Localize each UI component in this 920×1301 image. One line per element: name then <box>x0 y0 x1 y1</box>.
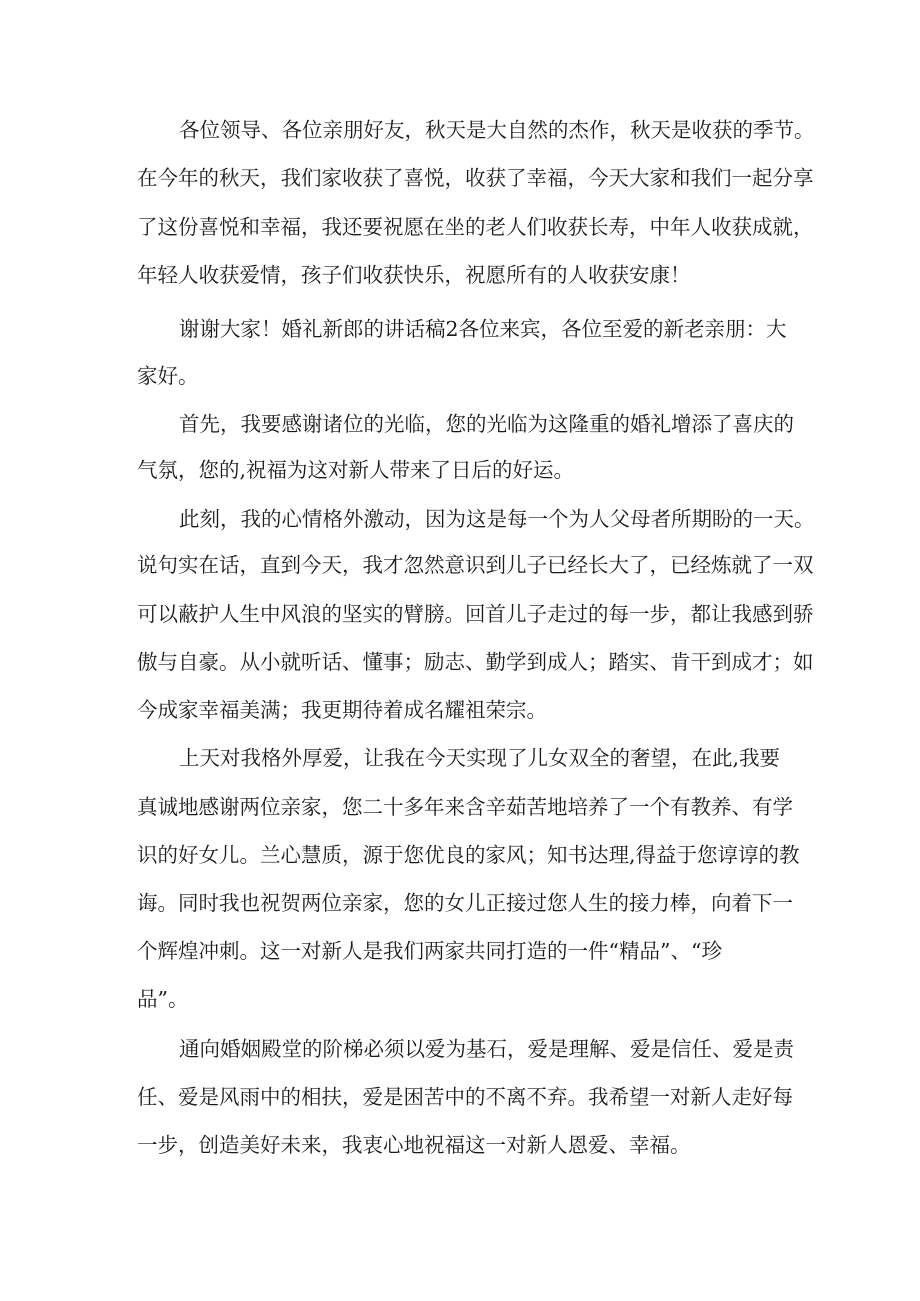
paragraph-5-line-1: 上天对我格外厚爱，让我在今天实现了儿女双全的奢望，在此,我要 <box>179 746 781 770</box>
paragraph-2-line-1: 谢谢大家！婚礼新郎的讲话稿2各位来宾，各位至爱的新老亲朋：大 <box>179 317 787 341</box>
paragraph-1-line-3: 了这份喜悦和幸福，我还要祝愿在坐的老人们收获长寿，中年人收获成就， <box>137 215 814 239</box>
paragraph-1-line-1: 各位领导、各位亲朋好友，秋天是大自然的杰作，秋天是收获的季节。 <box>179 118 815 142</box>
paragraph-6-line-1: 通向婚姻殿堂的阶梯必须以爱为基石，爱是理解、爱是信任、爱是责 <box>179 1037 794 1061</box>
paragraph-4-line-5: 今成家幸福美满；我更期待着成名耀祖荣宗。 <box>137 698 547 722</box>
paragraph-5-line-6: 品”。 <box>137 987 189 1011</box>
paragraph-3-line-1: 首先，我要感谢诸位的光临，您的光临为这隆重的婚礼增添了喜庆的 <box>179 412 794 436</box>
paragraph-4-line-1: 此刻，我的心情格外激动，因为这是每一个为人父母者所期盼的一天。 <box>179 507 815 531</box>
paragraph-5-line-3: 识的好女儿。兰心慧质，源于您优良的家风；知书达理,得益于您谆谆的教 <box>137 843 800 867</box>
paragraph-5-line-2: 真诚地感谢两位亲家，您二十多年来含辛茹苦地培养了一个有教养、有学 <box>137 795 793 819</box>
paragraph-2-line-2: 家好。 <box>137 364 199 388</box>
paragraph-5-line-5: 个辉煌冲刺。这一对新人是我们两家共同打造的一件“精品”、“珍 <box>137 939 722 963</box>
paragraph-4-line-3: 可以蔽护人生中风浪的坚实的臂膀。回首儿子走过的每一步，都让我感到骄 <box>137 602 814 626</box>
paragraph-4-line-2: 说句实在话，直到今天，我才忽然意识到儿子已经长大了，已经炼就了一双 <box>137 553 814 577</box>
paragraph-1-line-4: 年轻人收获爱情，孩子们收获快乐，祝愿所有的人收获安康！ <box>137 263 691 287</box>
paragraph-6-line-2: 任、爱是风雨中的相扶，爱是困苦中的不离不弃。我希望一对新人走好每 <box>137 1085 793 1109</box>
paragraph-1-line-2: 在今年的秋天，我们家收获了喜悦，收获了幸福，今天大家和我们一起分享 <box>137 166 814 190</box>
paragraph-3-line-2: 气氛，您的,祝福为这对新人带来了日后的好运。 <box>137 458 575 482</box>
paragraph-5-line-4: 诲。同时我也祝贺两位亲家，您的女儿正接过您人生的接力棒，向着下一 <box>137 891 793 915</box>
paragraph-4-line-4: 傲与自豪。从小就听话、懂事；励志、勤学到成人；踏实、肯干到成才；如 <box>137 650 814 674</box>
paragraph-6-line-3: 一步，创造美好未来，我衷心地祝福这一对新人恩爱、幸福。 <box>137 1133 691 1157</box>
